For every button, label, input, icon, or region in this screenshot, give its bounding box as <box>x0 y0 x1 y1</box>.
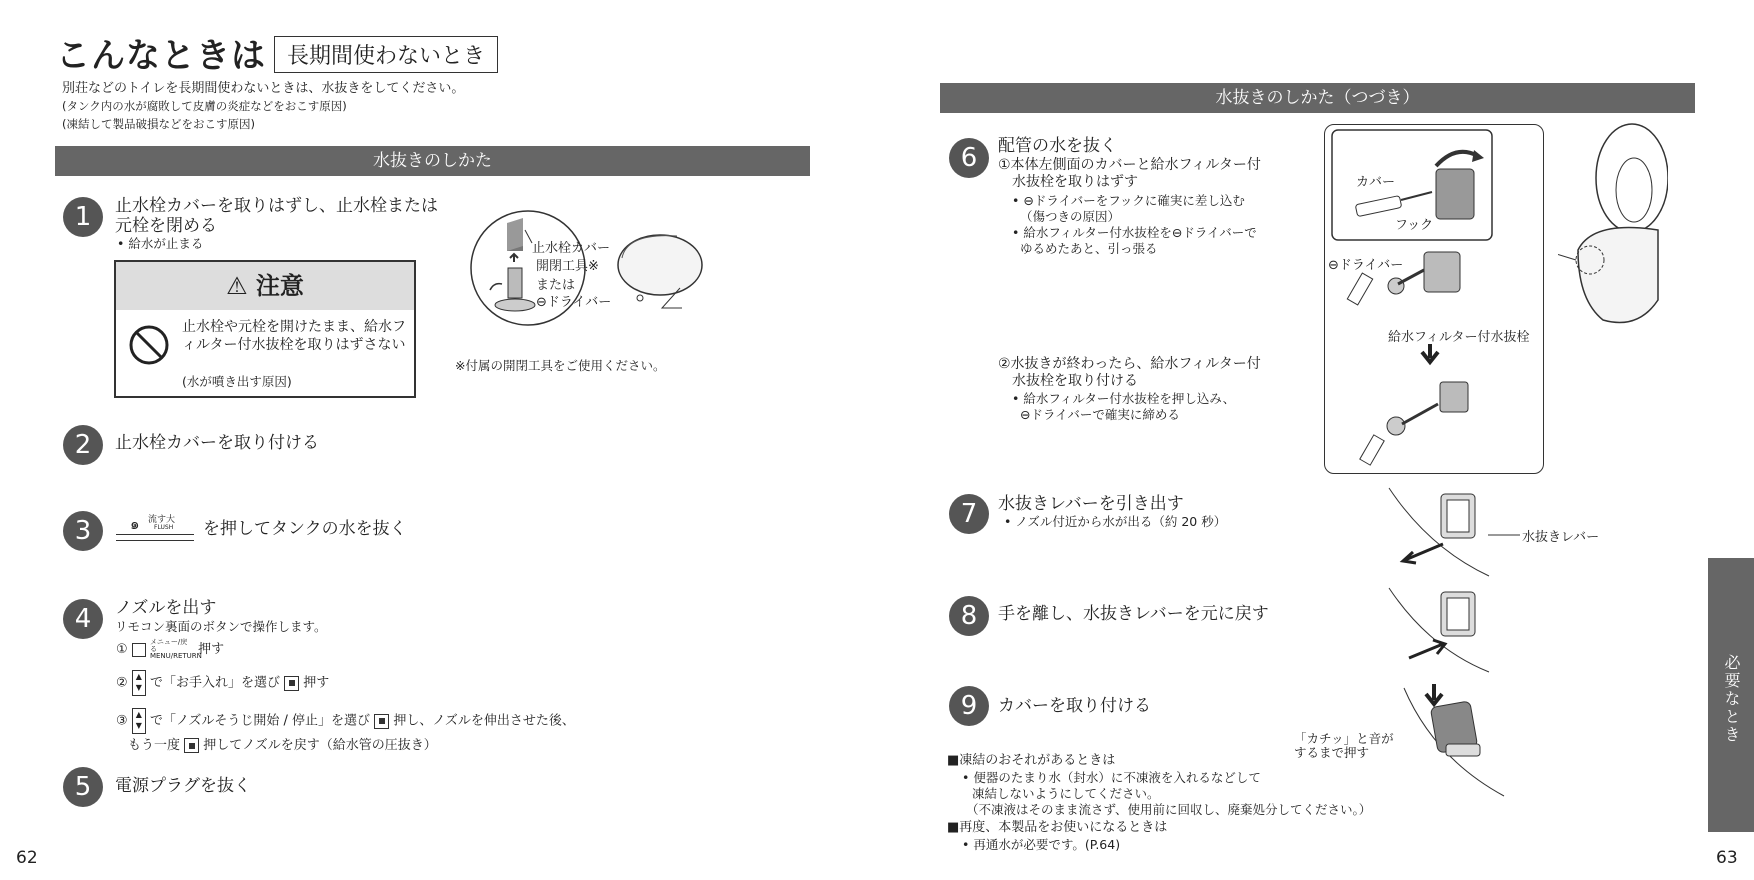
bullet: ⊖ドライバーで確実に締める <box>1020 407 1180 422</box>
flush-label-en: FLUSH <box>154 524 174 531</box>
cover-attach-illustration <box>1400 684 1510 800</box>
label-driver: ⊖ドライバー <box>536 295 612 310</box>
step-6-bullets2 <box>1012 391 1235 423</box>
op3-line2-prefix: もう一度 <box>128 738 181 753</box>
caution-note: (水が噴き出す原因) <box>182 374 292 389</box>
step-1-title-line1: 止水栓カバーを取りはずし、止水栓または <box>115 196 438 216</box>
op3-line2-suffix: 押してノズルを戻す（給水管の圧抜き） <box>203 738 437 753</box>
note-1-line2: 凍結しないようにしてください。 <box>972 786 1160 801</box>
bullet: • ⊖ドライバーをフックに確実に差し込む <box>1012 193 1245 208</box>
enter-key-icon <box>284 676 299 691</box>
step-3-title: を押してタンクの水を抜く <box>203 519 407 539</box>
step-2-title: 止水栓カバーを取り付ける <box>115 433 319 453</box>
step-5-title: 電源プラグを抜く <box>115 776 251 796</box>
intro-line-3: (凍結して製品破損などをおこす原因) <box>62 117 255 131</box>
bullet: • 給水フィルター付水抜栓を押し込み、 <box>1012 391 1236 406</box>
up-down-key-icon: ▲ ▼ <box>132 670 146 696</box>
leader-line <box>1488 530 1522 540</box>
step-4-op-3 <box>116 708 575 734</box>
step-3-number: 3 <box>63 511 103 551</box>
step-2-number: 2 <box>63 425 103 465</box>
step-8-number: 8 <box>949 596 989 636</box>
op1-prefix: ① <box>116 642 128 657</box>
op3-prefix: ③ <box>116 713 128 729</box>
step-4-sub: リモコン裏面のボタンで操作します。 <box>115 619 327 634</box>
page-number-left: 62 <box>16 848 38 868</box>
click-note-line1: 「カチッ」と音が <box>1294 731 1394 746</box>
note-1-line3: （不凍液はそのまま流さず、使用前に回収し、廃棄処分してください。） <box>966 802 1372 817</box>
step-9-number: 9 <box>949 686 989 726</box>
step-9-title: カバーを取り付ける <box>998 696 1151 716</box>
step-4-op-3-line2 <box>128 738 437 754</box>
op2-suffix: 押す <box>303 675 330 691</box>
label-tool: 開閉工具※ <box>536 259 599 274</box>
step-4-op-1 <box>116 639 224 660</box>
step-6-sub2-line1: ②水抜きが終わったら、給水フィルター付 <box>998 356 1261 372</box>
label-driver-right: ⊖ドライバー <box>1328 258 1404 273</box>
intro-line-2: (タンク内の水が腐敗して皮膚の炎症などをおこす原因) <box>62 99 347 113</box>
caution-box <box>114 260 416 398</box>
op3-text: で「ノズルそうじ開始 / 停止」を選び <box>149 713 371 729</box>
step-4-title: ノズルを出す <box>115 598 217 618</box>
side-tab-label: 必要なとき <box>1722 654 1741 744</box>
step-4-number: 4 <box>63 599 103 639</box>
step-7-title: 水抜きレバーを引き出す <box>998 494 1184 514</box>
section-header: 水抜きのしかた <box>55 146 810 176</box>
menu-key-label: メニュー/戻る MENU/RETURN <box>149 638 202 660</box>
side-tab <box>1708 558 1754 832</box>
step-6-sub1 <box>998 157 1261 191</box>
label-valve-cover: 止水栓カバー <box>532 241 611 256</box>
page-number-right: 63 <box>1716 848 1738 868</box>
click-note <box>1294 732 1394 760</box>
caution-text: 止水栓や元栓を開けたまま、給水フィルター付水抜栓を取りはずさない <box>182 319 406 353</box>
step-6-bullets1 <box>1012 193 1257 257</box>
up-down-key-icon: ▲ ▼ <box>132 708 146 734</box>
page-title: こんなときは <box>56 36 266 76</box>
lever-return-illustration <box>1385 584 1495 674</box>
prohibited-icon <box>128 324 170 366</box>
bullet: （傷つきの原因） <box>1020 209 1121 224</box>
bullet: ゆるめたあと、引っ張る <box>1020 241 1158 256</box>
op3-suffix: 押し、ノズルを伸出させた後、 <box>393 713 575 729</box>
label-drain-plug: 給水フィルター付水抜栓 <box>1388 330 1530 345</box>
valve-illustration <box>470 210 740 340</box>
step-1-title-line2: 元栓を閉める <box>115 216 217 236</box>
enter-key-icon <box>184 738 199 753</box>
section-header-continued: 水抜きのしかた（つづき） <box>940 83 1695 113</box>
step-6-sub1-line2: 水抜栓を取りはずす <box>1012 174 1138 190</box>
step-6-sub1-line1: ①本体左側面のカバーと給水フィルター付 <box>998 157 1261 173</box>
step-4-op-2 <box>116 670 329 696</box>
note-2-heading: ■再度、本製品をお使いになるときは <box>947 820 1168 835</box>
bullet: • 給水フィルター付水抜栓を⊖ドライバーで <box>1012 225 1257 240</box>
flush-button-icon: ๑ 流す大 FLUSH <box>116 510 194 542</box>
step-6-number: 6 <box>949 138 989 178</box>
toilet-illustration <box>1558 120 1668 340</box>
label-hook: フック <box>1395 218 1434 233</box>
op1-suffix: 押す <box>198 642 225 657</box>
step-6-title: 配管の水を抜く <box>998 136 1117 156</box>
step-1-number: 1 <box>63 197 103 237</box>
caution-header: ⚠ 注意 <box>116 262 414 310</box>
click-note-line2: するまで押す <box>1294 745 1370 760</box>
menu-key-icon <box>132 643 146 657</box>
label-drain-lever: 水抜きレバー <box>1522 530 1600 545</box>
op2-text: で「お手入れ」を選び <box>149 675 280 691</box>
step-8-title: 手を離し、水抜きレバーを元に戻す <box>998 604 1269 624</box>
title-box: 長期間使わないとき <box>274 36 498 73</box>
note-2-line1: • 再通水が必要です。(P.64) <box>962 837 1121 852</box>
note-1-heading: ■凍結のおそれがあるときは <box>947 753 1116 768</box>
step-5-number: 5 <box>63 767 103 807</box>
enter-key-icon <box>374 714 389 729</box>
intro-line-1: 別荘などのトイレを長期間使わないときは、水抜きをしてください。 <box>62 81 465 96</box>
label-or: または <box>536 278 576 293</box>
flush-label-jp: 流す大 <box>148 515 176 525</box>
step-7-number: 7 <box>949 494 989 534</box>
lever-illustration <box>1385 484 1495 580</box>
label-cover: カバー <box>1356 175 1396 190</box>
note-1-line1: • 便器のたまり水（封水）に不凍液を入れるなどして <box>962 770 1261 785</box>
step-6-sub2 <box>998 356 1261 390</box>
op2-prefix: ② <box>116 675 128 691</box>
tool-note: ※付属の開閉工具をご使用ください。 <box>455 358 666 373</box>
step-7-sub: • ノズル付近から水が出る（約 20 秒） <box>1004 514 1227 529</box>
step-1-sub: • 給水が止まる <box>117 236 204 251</box>
step-6-sub2-line2: 水抜栓を取り付ける <box>1012 373 1138 389</box>
